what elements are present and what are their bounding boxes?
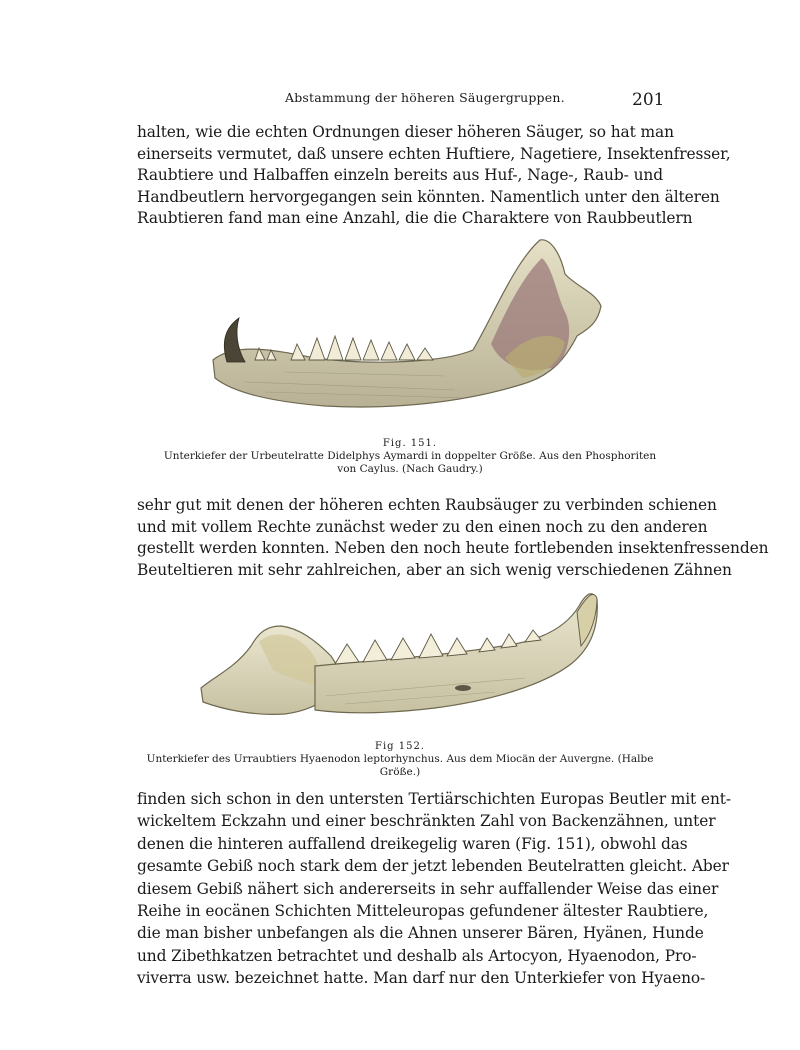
text-line: denen die hinteren auffallend dreikegelig waren (Fig. 151), obwohl das (137, 834, 688, 853)
text-line: Raubtieren fand man eine Anzahl, die die Charaktere von Raubbeutlern (137, 209, 693, 228)
text-line: finden sich schon in den untersten Tertiärschichten Europas Beutler mit ent- (137, 790, 731, 808)
text-line: diesem Gebiß nähert sich andererseits in sehr auffallender Weise das einer (137, 879, 719, 898)
figure-151-caption (155, 437, 665, 476)
figure-152-caption (132, 740, 668, 779)
didelphys-jaw-drawing (205, 232, 607, 432)
text-line: gesamte Gebiß noch stark dem der jetzt lebenden Beutelratten gleicht. Aber (137, 857, 729, 876)
figure-number: Fig. 151. (382, 438, 438, 449)
text-line: Raubtiere und Halbaffen einzeln bereits aus Huf-, Nage-, Raub- und (137, 166, 663, 185)
caption-line: von Caylus. (Nach Gaudry.) (337, 463, 483, 475)
text-line: gestellt werden konnten. Neben den noch heute fortlebenden insektenfressenden (137, 539, 769, 558)
paragraph-2 (137, 495, 769, 581)
paragraph-3 (137, 788, 731, 990)
figure-152-jaw-illustration (195, 586, 602, 736)
running-head: Abstammung der höheren Säugergruppen. (285, 90, 565, 105)
hyaenodon-jaw-drawing (195, 586, 602, 736)
text-line: Reihe in eocänen Schichten Mitteleuropas gefundener ältester Raubtiere, (137, 902, 709, 921)
text-line: und mit vollem Rechte zunächst weder zu den einen noch zu den anderen (137, 517, 708, 536)
text-line: sehr gut mit denen der höheren echten Raubsäuger zu verbinden schienen (137, 496, 717, 514)
figure-number: Fig 152. (375, 741, 425, 752)
text-line: einerseits vermutet, daß unsere echten Huftiere, Nagetiere, Insektenfresser, (137, 144, 731, 163)
caption-line: Unterkiefer der Urbeutelratte Didelphys Aymardi in doppelter Größe. Aus den Phosphoriten (163, 450, 657, 462)
caption-line: Unterkiefer des Urraubtiers Hyaenodon leptorhynchus. Aus dem Miocän der Auvergne. (Halbe Größe.) (146, 753, 654, 778)
page-number: 201 (632, 90, 665, 110)
figure-151-jaw-illustration (205, 232, 607, 432)
text-line: viverra usw. bezeichnet hatte. Man darf nur den Unterkiefer von Hyaeno- (137, 969, 706, 988)
text-line: halten, wie die echten Ordnungen dieser höheren Säuger, so hat man (137, 123, 674, 141)
text-line: die man bisher unbefangen als die Ahnen unserer Bären, Hyänen, Hunde (137, 924, 704, 943)
text-line: und Zibethkatzen betrachtet und deshalb als Artocyon, Hyaenodon, Pro- (137, 946, 697, 965)
text-line: Handbeutlern hervorgegangen sein könnten. Namentlich unter den älteren (137, 187, 720, 206)
paragraph-1 (137, 122, 731, 230)
text-line: Beuteltieren mit sehr zahlreichen, aber an sich wenig verschiedenen Zähnen (137, 560, 732, 579)
text-line: wickeltem Eckzahn und einer beschränkten Zahl von Backenzähnen, unter (137, 812, 716, 831)
